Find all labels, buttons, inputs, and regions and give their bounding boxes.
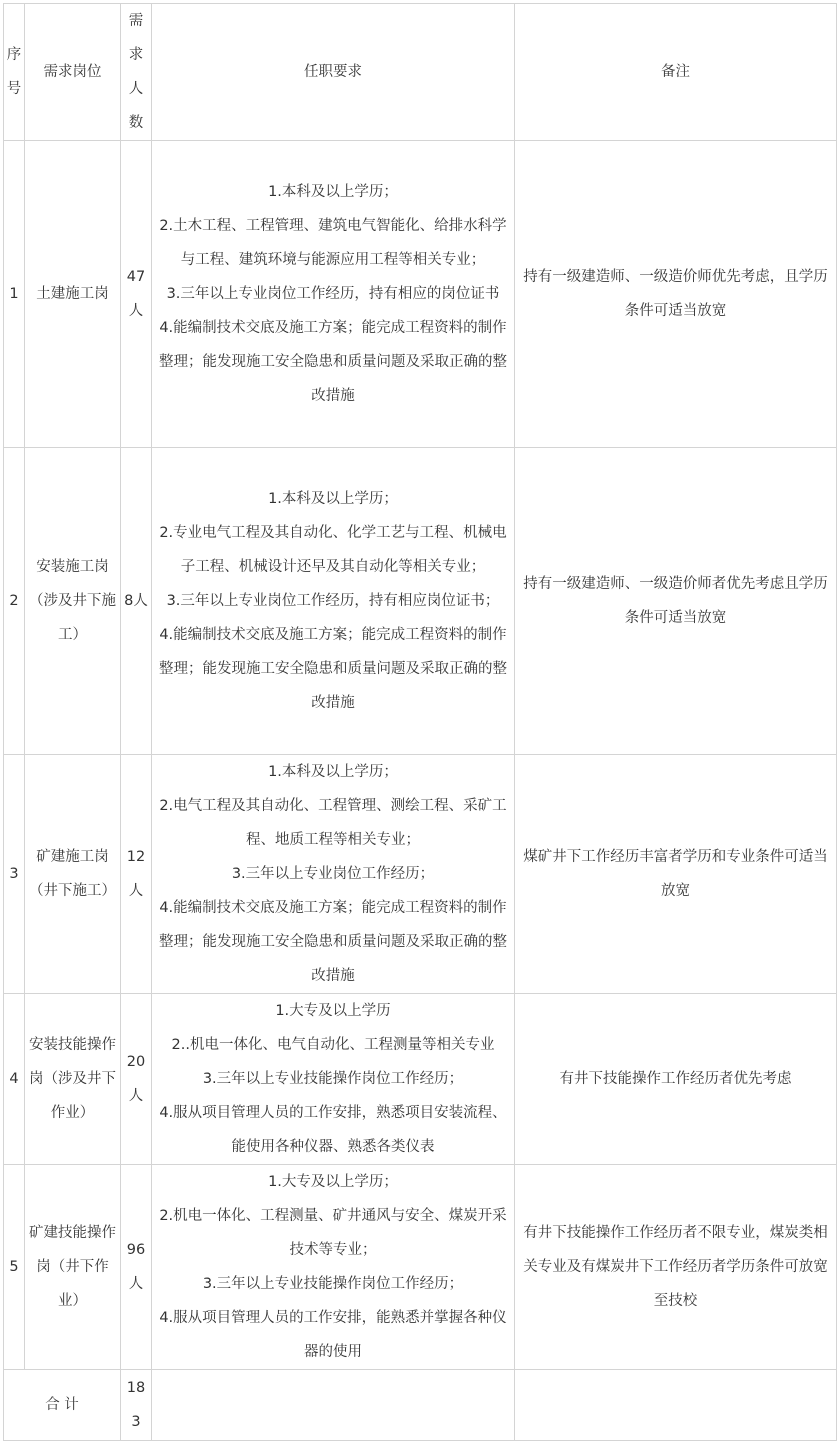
row-index: 2 [4, 448, 25, 755]
requirement-line: 2.专业电气工程及其自动化、化学工艺与工程、机械电子工程、机械设计还早及其自动化等相关专业； [159, 525, 507, 575]
header-index: 序号 [4, 4, 25, 141]
row-position: 矿建技能操作岗（井下作业） [25, 1165, 121, 1370]
total-count: 183 [121, 1370, 152, 1441]
requirement-line: 3.三年以上专业岗位工作经历，持有相应的岗位证书 [166, 286, 500, 302]
total-row [4, 1370, 837, 1441]
table-row [4, 1165, 837, 1370]
row-count: 8人 [121, 448, 152, 755]
requirement-line: 1.大专及以上学历 [275, 1003, 391, 1019]
row-position: 安装施工岗（涉及井下施工） [25, 448, 121, 755]
requirement-line: 1.本科及以上学历； [268, 184, 398, 200]
header-row [4, 4, 837, 141]
row-index: 5 [4, 1165, 25, 1370]
requirement-line: 3.三年以上专业岗位工作经历，持有相应岗位证书； [166, 593, 500, 609]
row-requirements [152, 755, 515, 994]
row-index: 4 [4, 994, 25, 1165]
row-requirements [152, 1165, 515, 1370]
requirement-line: 2..机电一体化、电气自动化、工程测量等相关专业 [171, 1037, 495, 1053]
requirement-line: 3.三年以上专业岗位工作经历； [231, 866, 435, 882]
requirement-line: 4.能编制技术交底及施工方案；能完成工程资料的制作整理；能发现施工安全隐患和质量问题及采取正确的整改措施 [159, 627, 507, 711]
requirement-line: 2.机电一体化、工程测量、矿井通风与安全、煤炭开采技术等专业； [159, 1208, 507, 1258]
header-remarks: 备注 [515, 4, 837, 141]
requirement-line: 1.大专及以上学历； [268, 1174, 398, 1190]
total-label: 合 计 [4, 1370, 121, 1441]
requirement-line: 2.电气工程及其自动化、工程管理、测绘工程、采矿工程、地质工程等相关专业； [159, 798, 507, 848]
table-row [4, 141, 837, 448]
total-requirements [152, 1370, 515, 1441]
row-remarks: 有井下技能操作工作经历者不限专业，煤炭类相关专业及有煤炭井下工作经历者学历条件可放宽至技校 [515, 1165, 837, 1370]
row-requirements [152, 141, 515, 448]
row-requirements [152, 994, 515, 1165]
recruitment-table [3, 3, 837, 1441]
row-requirements [152, 448, 515, 755]
requirement-line: 1.本科及以上学历； [268, 491, 398, 507]
row-count: 96人 [121, 1165, 152, 1370]
row-count: 47人 [121, 141, 152, 448]
row-position: 土建施工岗 [25, 141, 121, 448]
row-count: 12人 [121, 755, 152, 994]
row-index: 1 [4, 141, 25, 448]
requirement-line: 1.本科及以上学历； [268, 764, 398, 780]
row-index: 3 [4, 755, 25, 994]
row-remarks: 持有一级建造师、一级造价师者优先考虑且学历条件可适当放宽 [515, 448, 837, 755]
requirement-line: 2.土木工程、工程管理、建筑电气智能化、给排水科学与工程、建筑环境与能源应用工程等相关专业； [159, 218, 507, 268]
requirement-line: 3.三年以上专业技能操作岗位工作经历； [202, 1071, 464, 1087]
header-position: 需求岗位 [25, 4, 121, 141]
requirement-line: 4.能编制技术交底及施工方案；能完成工程资料的制作整理；能发现施工安全隐患和质量问题及采取正确的整改措施 [159, 900, 507, 984]
requirement-line: 4.能编制技术交底及施工方案；能完成工程资料的制作整理；能发现施工安全隐患和质量问题及采取正确的整改措施 [159, 320, 507, 404]
table-row [4, 755, 837, 994]
row-remarks: 煤矿井下工作经历丰富者学历和专业条件可适当放宽 [515, 755, 837, 994]
requirement-line: 4.服从项目管理人员的工作安排，能熟悉并掌握各种仪器的使用 [159, 1310, 507, 1360]
table-row [4, 448, 837, 755]
row-count: 20人 [121, 994, 152, 1165]
row-position: 安装技能操作岗（涉及井下作业） [25, 994, 121, 1165]
requirement-line: 4.服从项目管理人员的工作安排，熟悉项目安装流程、能使用各种仪器、熟悉各类仪表 [159, 1105, 507, 1155]
row-remarks: 有井下技能操作工作经历者优先考虑 [515, 994, 837, 1165]
row-remarks: 持有一级建造师、一级造价师优先考虑，且学历条件可适当放宽 [515, 141, 837, 448]
header-requirements: 任职要求 [152, 4, 515, 141]
header-count: 需求人数 [121, 4, 152, 141]
total-remarks [515, 1370, 837, 1441]
requirement-line: 3.三年以上专业技能操作岗位工作经历； [202, 1276, 464, 1292]
table-row [4, 994, 837, 1165]
row-position: 矿建施工岗（井下施工） [25, 755, 121, 994]
